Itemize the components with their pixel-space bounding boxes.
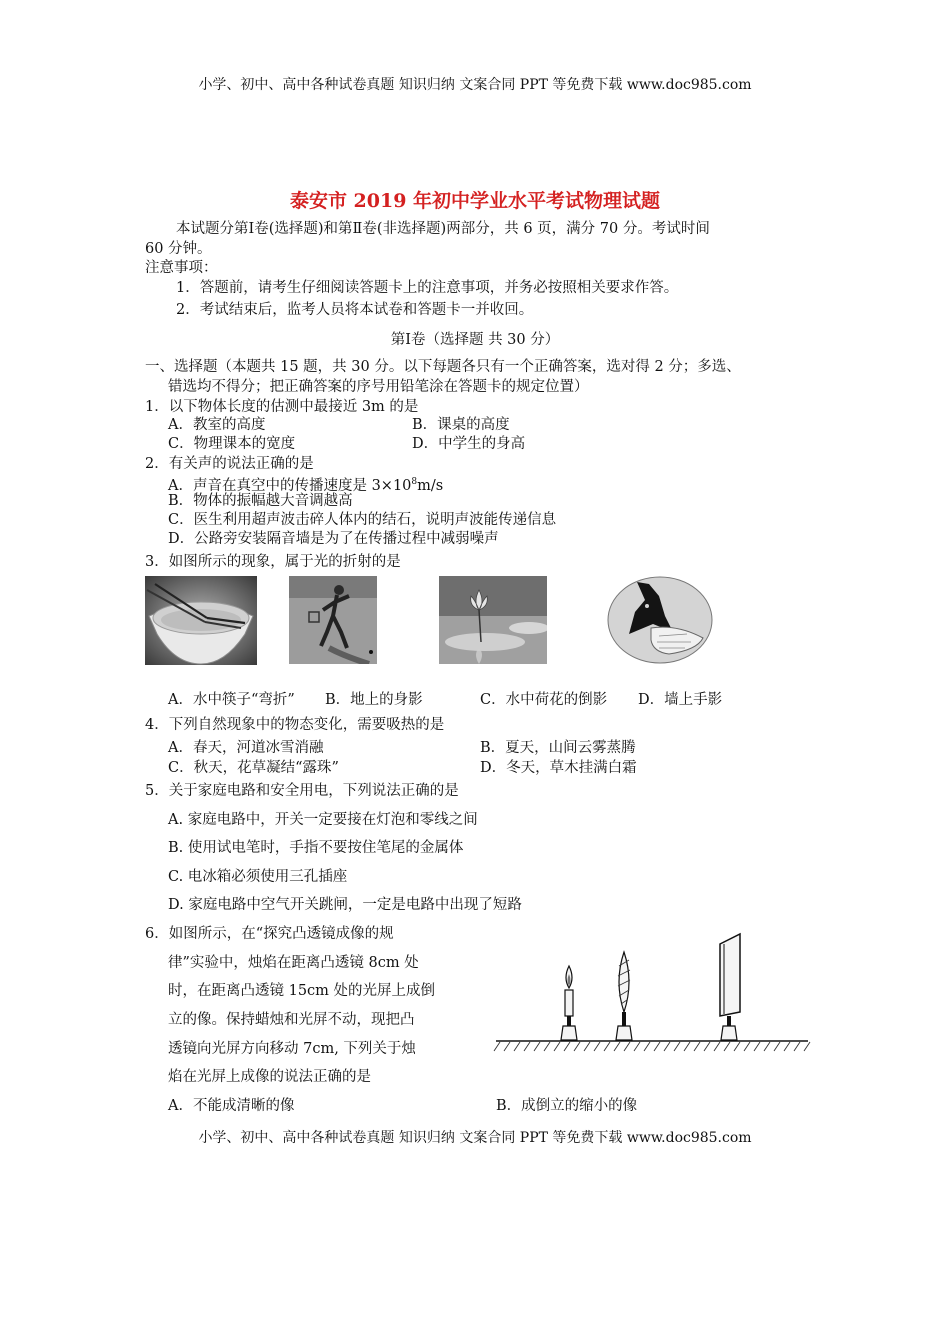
notice-2: 2．考试结束后，监考人员将本试卷和答题卡一并收回。 (176, 302, 534, 318)
q3-image-hand-shadow (607, 576, 713, 664)
q6-option-a: A．不能成清晰的像 (168, 1098, 295, 1114)
q6-optics-bench-diagram (492, 930, 812, 1058)
part1-instruction-2: 错选均不得分；把正确答案的序号用铅笔涂在答题卡的规定位置） (168, 379, 589, 395)
q4-option-b: B．夏天，山间云雾蒸腾 (480, 740, 636, 756)
q4-option-d: D．冬天，草木挂满白霜 (480, 760, 637, 776)
notice-label: 注意事项： (145, 260, 218, 276)
q1-stem: 1．以下物体长度的估测中最接近 3m 的是 (145, 399, 419, 415)
intro-line-2: 60 分钟。 (145, 241, 212, 257)
q3-option-d: D．墙上手影 (638, 692, 723, 708)
exam-title: 泰安市 2019 年初中学业水平考试物理试题 (289, 190, 661, 212)
q6-stem-line-6: 焰在光屏上成像的说法正确的是 (168, 1069, 371, 1085)
q6-stem-line-1: 6．如图所示，在“探究凸透镜成像的规 (145, 926, 394, 942)
q5-option-b: B. 使用试电笔时，手指不要按住笔尾的金属体 (168, 840, 464, 856)
q3-stem: 3．如图所示的现象，属于光的折射的是 (145, 554, 401, 570)
page-header: 小学、初中、高中各种试卷真题 知识归纳 文案合同 PPT 等免费下载 www.doc985.com (198, 77, 752, 93)
q3-option-b: B．地上的身影 (325, 692, 423, 708)
q3-option-a: A．水中筷子“弯折” (168, 692, 295, 708)
q1-option-d: D．中学生的身高 (412, 436, 526, 452)
q3-option-c: C．水中荷花的倒影 (480, 692, 608, 708)
intro-line-1: 本试题分第Ⅰ卷(选择题)和第Ⅱ卷(非选择题)两部分，共 6 页，满分 70 分。考试时间 (176, 221, 710, 237)
q6-stem-line-4: 立的像。保持蜡烛和光屏不动，现把凸 (168, 1012, 415, 1028)
q4-option-a: A．春天，河道冰雪消融 (168, 740, 324, 756)
page-footer: 小学、初中、高中各种试卷真题 知识归纳 文案合同 PPT 等免费下载 www.doc985.com (198, 1130, 752, 1146)
q5-option-d: D. 家庭电路中空气开关跳闸，一定是电路中出现了短路 (168, 897, 522, 913)
section-title: 第Ⅰ卷（选择题 共 30 分） (390, 332, 560, 348)
q3-image-shadow (289, 576, 377, 664)
q1-option-b: B．课桌的高度 (412, 417, 510, 433)
part1-instruction-1: 一、选择题（本题共 15 题，共 30 分。以下每题各只有一个正确答案，选对得 2 分；多选、 (145, 359, 741, 375)
q2-option-d: D．公路旁安装隔音墙是为了在传播过程中减弱噪声 (168, 531, 499, 547)
notice-1: 1．答题前，请考生仔细阅读答题卡上的注意事项，并务必按照相关要求作答。 (176, 280, 679, 296)
q2-stem: 2．有关声的说法正确的是 (145, 456, 314, 472)
q6-stem-line-2: 律”实验中，烛焰在距离凸透镜 8cm 处 (168, 955, 419, 971)
q4-option-c: C．秋天，花草凝结“露珠” (168, 760, 339, 776)
q6-stem-line-3: 时，在距离凸透镜 15cm 处的光屏上成倒 (168, 983, 436, 999)
q5-option-a: A. 家庭电路中，开关一定要接在灯泡和零线之间 (168, 812, 478, 828)
q3-image-chopsticks (145, 576, 257, 665)
q2-option-a: A．声音在真空中的传播速度是 $3\times 10^8m/s$ (168, 477, 444, 494)
q3-image-lotus (439, 576, 547, 664)
q6-option-b: B．成倒立的缩小的像 (496, 1098, 638, 1114)
q2-option-b: B．物体的振幅越大音调越高 (168, 493, 353, 509)
q1-option-a: A．教室的高度 (168, 417, 266, 433)
q6-stem-line-5: 透镜向光屏方向移动 7cm, 下列关于烛 (168, 1041, 416, 1057)
q1-option-c: C．物理课本的宽度 (168, 436, 296, 452)
q5-stem: 5．关于家庭电路和安全用电，下列说法正确的是 (145, 783, 459, 799)
q2-option-c: C．医生利用超声波击碎人体内的结石，说明声波能传递信息 (168, 512, 557, 528)
q4-stem: 4．下列自然现象中的物态变化，需要吸热的是 (145, 717, 445, 733)
q5-option-c: C. 电冰箱必须使用三孔插座 (168, 869, 348, 885)
